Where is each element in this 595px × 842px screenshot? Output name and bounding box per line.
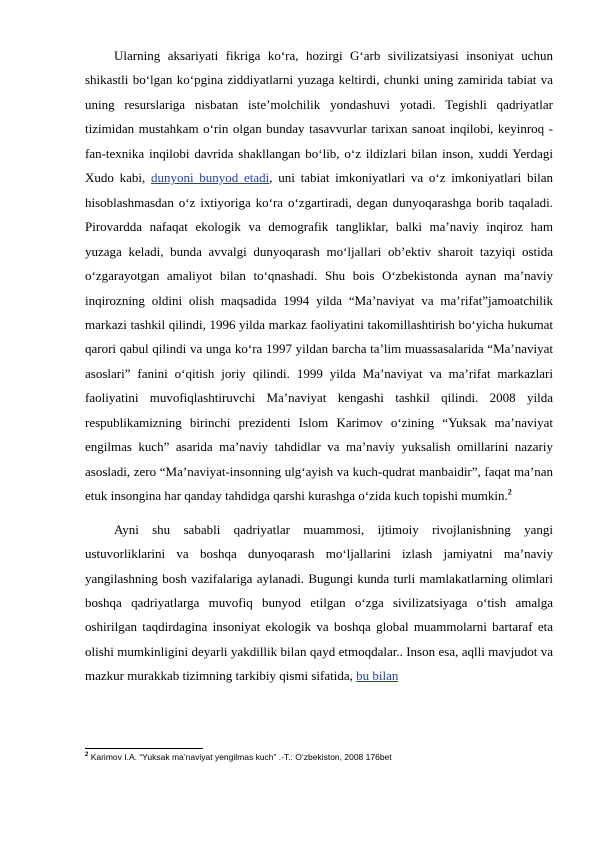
footnote-text: Karimov I.A. “Yuksak ma’naviyat yengilmas kuch” .-T.: O‘zbekiston, 2008 176bet (88, 752, 392, 762)
footnote-reference[interactable]: 2 (507, 487, 512, 497)
paragraph-1 (85, 44, 553, 509)
footnote-number: 2 (85, 752, 89, 759)
footnote-separator (85, 748, 203, 749)
paragraph-2 (85, 518, 553, 689)
document-body (85, 44, 553, 689)
paragraph-2-text: Ayni shu sababli qadriyatlar muammosi, ijtimoiy rivojlanishning yangi ustuvorliklarini va boshqa dunyoqarash mo‘ljallarini izlash jamiyatni ma’naviy yangilashning bosh vazifalariga aylanadi. Bugungi kunda turli mamlakatlarning olimlari boshqa qadriyatlarga muvofiq bunyod etilgan o‘zga sivilizatsiyaga o‘tish amalga oshirilgan taqdirdagina insoniyat ekologik va boshqa global muammolarni bartaraf eta olishi mumkinligini deyarli yakdillik bilan qayd etmoqdalar.. Inson esa, aqlli mavjudot va mazkur murakkab tizimning tarkibiy qismi sifatida, (85, 521, 553, 684)
paragraph-1-text-a: Ularning aksariyati fikriga ko‘ra, hozirgi G‘arb sivilizatsiyasi insoniyat uchun shikastli bo‘lgan ko‘pgina ziddiyatlarni yuzaga keltirdi, chunki uning zamirida tabiat va uning resurslariga nisbatan iste’molchilik yondashuvi yotadi. Tegishli qadriyatlar tizimidan mustahkam o‘rin olgan bunday tasavvurlar tarixan sanoat inqilobi, keyinroq - fan-texnika inqilobi davrida shakllangan bo‘lib, o‘z ildizlari bilan inson, xuddi Yerdagi Xudo kabi, (85, 48, 553, 186)
paragraph-1-text-b: , uni tabiat imkoniyatlari va o‘z imkoniyatlari bilan hisoblashmasdan o‘z ixtiyoriga ko‘ra o‘zgartiradi, degan dunyoqarashga borib taqaladi. Pirovardda nafaqat ekologik va demografik tangliklar, balki ma’naviy inqiroz ham yuzaga keladi, bunda avvalgi dunyoqarash mo‘ljallari ob’ektiv sharoit tazyiqi ostida o‘zgarayotgan amaliyot bilan to‘qnashadi. Shu bois O‘zbekistonda aynan ma’naviy inqirozning oldini olish maqsadida 1994 yilda “Ma’naviyat va ma’rifat”jamoatchilik markazi tashkil qilindi, 1996 yilda markaz faoliyatini takomillashtirish bo‘yicha hukumat qarori qabul qilindi va unga ko‘ra 1997 yildan barcha ta’lim muassasalarida “Ma’naviyat asoslari” fanini o‘qitish joriy qilindi. 1999 yilda Ma’naviyat va ma’rifat markazlari faoliyatini muvofiqlashtiruvchi Ma’naviyat kengashi tashkil qilindi. 2008 yilda respublikamizning birinchi prezidenti Islom Karimov o‘zining “Yuksak ma’naviyat engilmas kuch” asarida ma’naviy tahdidlar va ma’naviy yuksalish omillarini nazariy asosladi, zero “Ma’naviyat-insonning ulg‘ayish va kuch-qudrat manbaidir”, faqat ma’nan etuk insongina har qanday tahdidga qarshi kurashga o‘zida kuch topishi mumkin. (85, 170, 553, 504)
footnote (85, 751, 553, 763)
link-dunyoni-bunyod-etadi[interactable]: dunyoni bunyod etadi (150, 170, 270, 186)
link-bu-bilan[interactable]: bu bilan (356, 668, 399, 684)
